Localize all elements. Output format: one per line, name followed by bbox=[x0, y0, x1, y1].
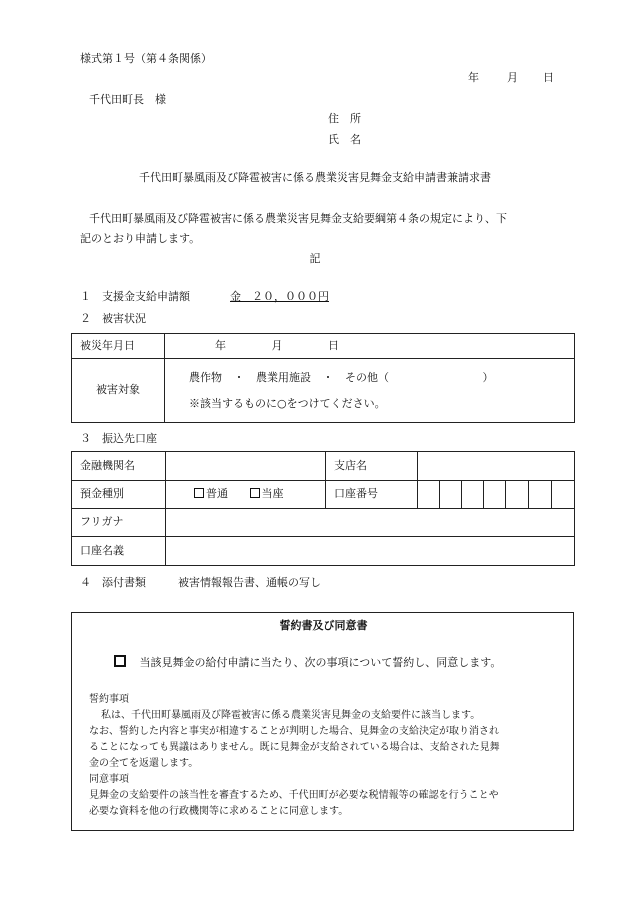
account-digit-3[interactable] bbox=[462, 481, 484, 509]
pledge-text-2c: 金の全てを返還します。 bbox=[89, 758, 199, 769]
account-holder-label: 口座名義 bbox=[72, 537, 166, 566]
intro-line-2: 記のとおり申請します。 bbox=[80, 232, 201, 245]
addressee: 千代田町長 様 bbox=[89, 93, 166, 106]
date-year-label: 年 bbox=[468, 71, 479, 84]
disaster-year: 年 bbox=[215, 338, 226, 352]
pledge-title: 誓約書及び同意書 bbox=[279, 619, 368, 632]
pledge-text-2a: なお、誓約した内容と事実が相違することが判明した場合、見舞金の支給決定が取り消され bbox=[89, 726, 499, 737]
account-digit-6[interactable] bbox=[529, 481, 552, 509]
disaster-date-label: 被災年月日 bbox=[72, 334, 165, 359]
document-title: 千代田町暴風雨及び降雹被害に係る農業災害見舞金支給申請書兼請求書 bbox=[139, 171, 491, 184]
consent-text-1: 見舞金の支給要件の該当性を審査するため、千代田町が必要な税情報等の確認を行うことや bbox=[89, 790, 499, 801]
option-facilities[interactable]: 農業用施設 bbox=[256, 370, 311, 384]
pledge-agree-row bbox=[114, 655, 501, 671]
pledge-agree-checkbox[interactable] bbox=[114, 655, 126, 667]
furigana-field[interactable] bbox=[166, 509, 575, 537]
intro-line-1: 千代田町暴風雨及び降雹被害に係る農業災害見舞金支給要綱第４条の規定により、下 bbox=[89, 212, 507, 225]
damage-table bbox=[71, 333, 575, 423]
account-number-label: 口座番号 bbox=[326, 481, 418, 509]
checkbox-toza[interactable]: 当座 bbox=[250, 487, 284, 500]
separator-dot: ・ bbox=[233, 370, 245, 384]
bank-name-field[interactable] bbox=[166, 452, 326, 481]
account-digit-4[interactable] bbox=[484, 481, 506, 509]
name-label: 氏 名 bbox=[328, 133, 361, 146]
disaster-day: 日 bbox=[328, 338, 339, 352]
pledge-heading: 誓約事項 bbox=[89, 694, 129, 705]
account-digit-7[interactable] bbox=[552, 481, 575, 509]
address-label: 住 所 bbox=[328, 112, 361, 125]
attachments-value: 被害情報報告書、通帳の写し bbox=[178, 576, 321, 589]
pledge-box bbox=[71, 612, 574, 831]
bank-account-table bbox=[71, 451, 575, 566]
circle-note: ※該当するものに○をつけてください。 bbox=[189, 396, 386, 410]
account-digit-1[interactable] bbox=[418, 481, 440, 509]
branch-name-field[interactable] bbox=[418, 452, 575, 481]
deposit-type-label: 預金種別 bbox=[72, 481, 166, 509]
option-other[interactable]: その他（ bbox=[345, 370, 389, 384]
section-3-label: ３ 振込先口座 bbox=[80, 432, 157, 445]
bank-name-label: 金融機関名 bbox=[72, 452, 166, 481]
date-day-label: 日 bbox=[543, 71, 554, 84]
branch-name-label: 支店名 bbox=[326, 452, 418, 481]
pledge-agree-text: 当該見舞金の給付申請に当たり、次の事項について誓約し、同意します。 bbox=[139, 656, 502, 669]
disaster-month: 月 bbox=[271, 338, 283, 352]
form-number: 様式第１号（第４条関係） bbox=[80, 52, 212, 65]
ki-mark: 記 bbox=[309, 252, 321, 265]
damage-target-field[interactable] bbox=[165, 359, 575, 423]
consent-heading: 同意事項 bbox=[89, 774, 129, 785]
section-1-label: １ 支援金支給申請額 bbox=[80, 290, 190, 303]
account-digit-5[interactable] bbox=[506, 481, 529, 509]
account-digit-2[interactable] bbox=[440, 481, 462, 509]
option-other-close: ） bbox=[482, 370, 494, 384]
section-4-label: ４ 添付書類 bbox=[80, 576, 146, 589]
requested-amount: 金 ２０，０００円 bbox=[230, 290, 329, 303]
section-2-label: ２ 被害状況 bbox=[80, 312, 146, 325]
option-crops[interactable]: 農作物 bbox=[189, 370, 222, 384]
separator-dot: ・ bbox=[322, 370, 334, 384]
disaster-date-field[interactable] bbox=[165, 334, 575, 359]
pledge-text-2b: ることになっても異議はありません。既に見舞金が支給されている場合は、支給された見舞 bbox=[89, 742, 500, 753]
furigana-label: フリガナ bbox=[72, 509, 166, 537]
deposit-type-field bbox=[166, 481, 326, 509]
account-holder-field[interactable] bbox=[166, 537, 575, 566]
checkbox-futsu[interactable]: 普通 bbox=[194, 487, 228, 500]
consent-text-2: 必要な資料を他の行政機関等に求めることに同意します。 bbox=[89, 806, 349, 817]
damage-target-label: 被害対象 bbox=[72, 359, 165, 423]
date-month-label: 月 bbox=[507, 71, 518, 84]
pledge-text-1: 私は、千代田町暴風雨及び降雹被害に係る農業災害見舞金の支給要件に該当します。 bbox=[101, 710, 481, 721]
